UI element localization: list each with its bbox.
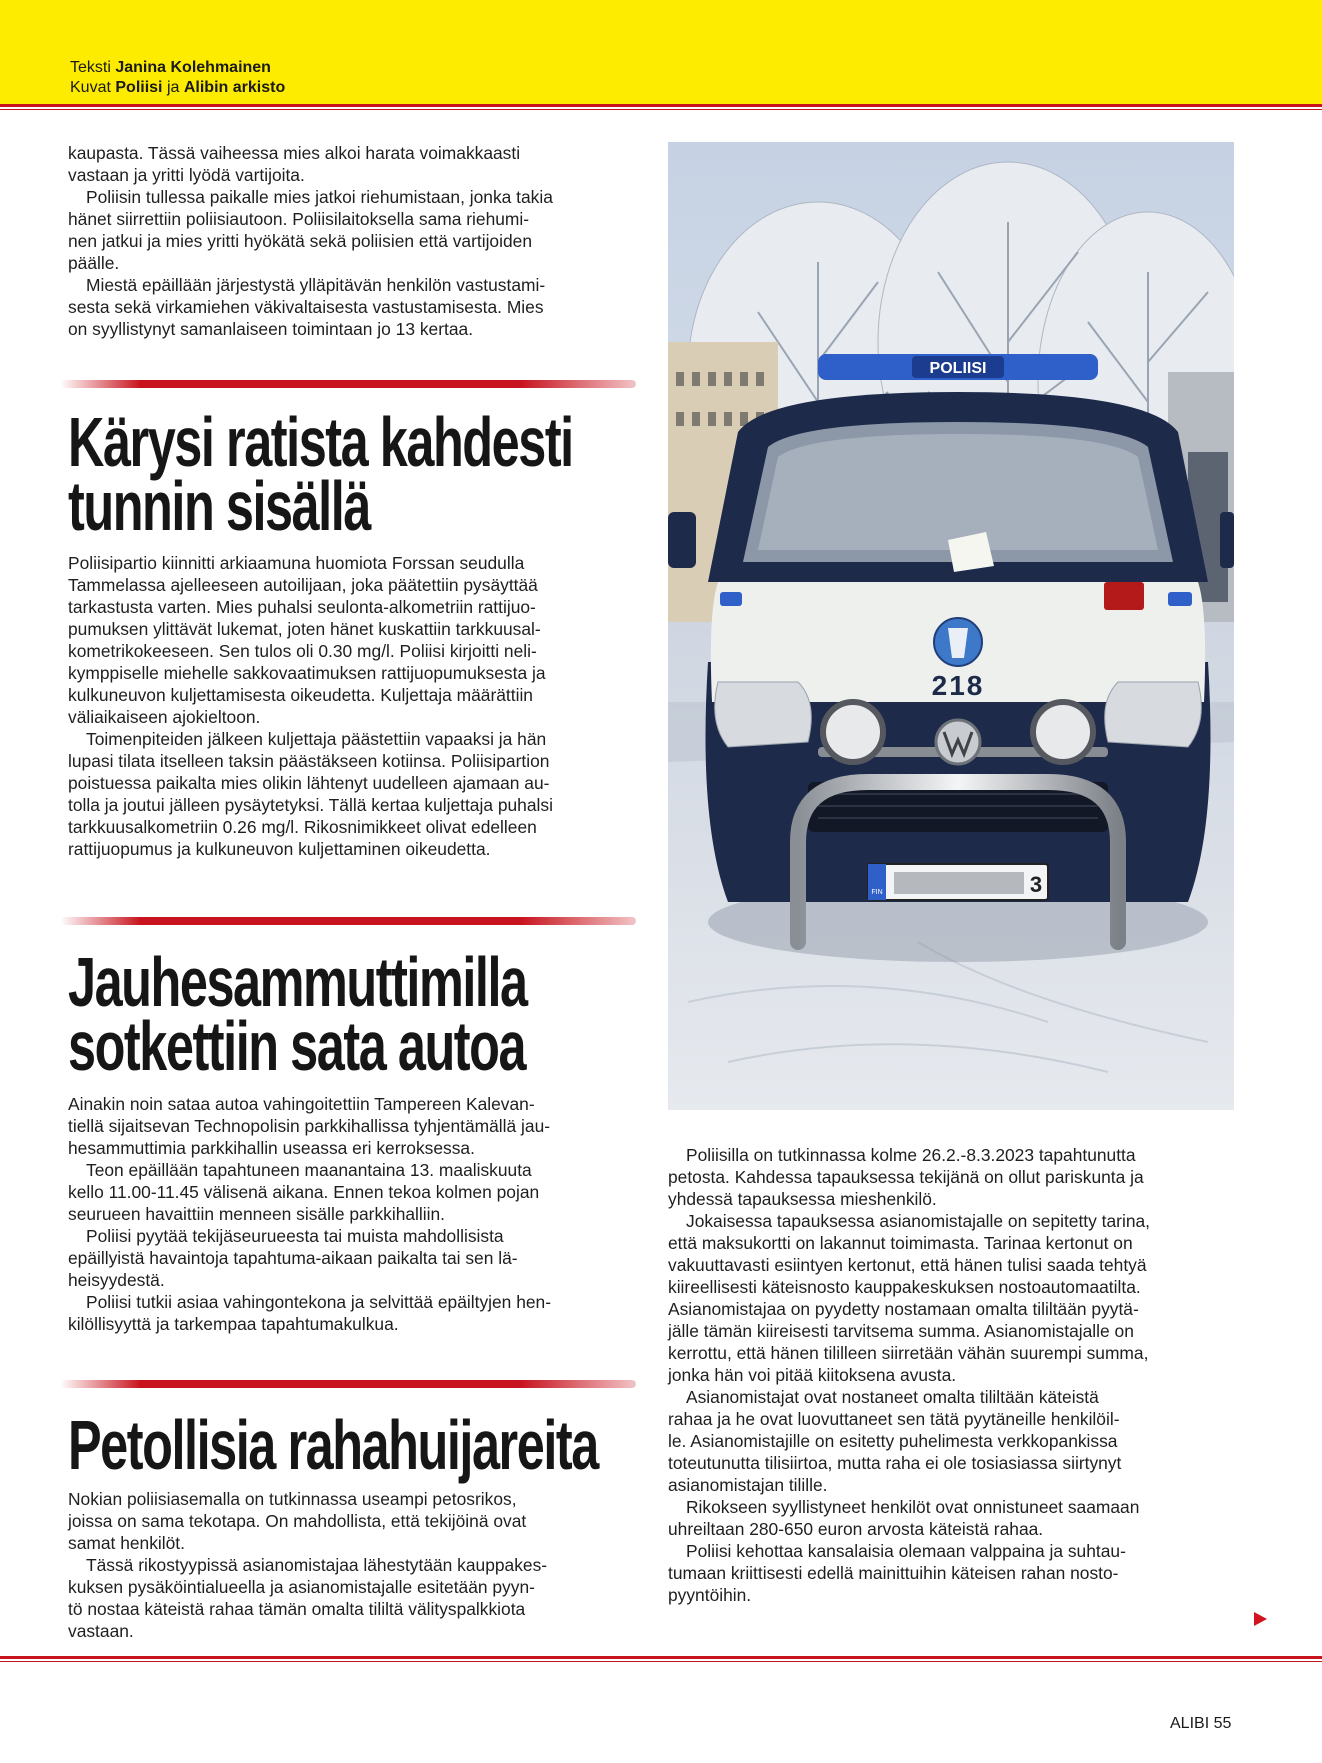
paragraph: Tässä rikostyypissä asianomistajaa lähestytään kauppakes- kuksen pysäköintialueella ja asianomistajalle esitetään pyyn- tö nostaa käteistä rahaa tämän omalta tililtä välityspalkkiota vastaan. [68,1555,548,1641]
photo-credit: Kuvat Poliisi ja Alibin arkisto [70,79,286,96]
section-divider [60,917,636,925]
section-divider [60,1380,636,1388]
page-folio [1170,1714,1231,1734]
paragraph: Ainakin noin sataa autoa vahingoitettiin Tampereen Kalevan- tiellä sijaitsevan Technopolisin parkkihallissa tyhjentämällä jau- hesammuttimia parkkihallin useassa eri kerroksessa. [68,1094,551,1158]
paragraph: Poliisi pyytää tekijäseurueesta tai muista mahdollisista epäillyistä havaintoja tapahtuma-aikaan paikalta tai sen lä- heisyydestä. [68,1226,518,1290]
paragraph: Poliisi tutkii asiaa vahingontekona ja selvittää epäiltyjen hen- kilöllisyyttä ja tarkempaa tapahtumakulkua. [68,1292,551,1334]
light-bar-label: POLIISI [929,360,987,377]
page-number: 55 [1213,1715,1232,1732]
intro-text [68,142,648,340]
magazine-name: ALIBI [1170,1715,1210,1732]
paragraph: Poliisipartio kiinnitti arkiaamuna huomiota Forssan seudulla Tammelassa ajelleeseen autoilijaan, joka päätettiin pysäyttää tarkastusta varten. Mies puhalsi seulonta-alkometriin rattijuo- pumuksen ylittävät lukemat, joten hänet kuskattiin tarkkuusal- kometrikokeeseen. Sen tulos oli 0.30 mg/l. Poliisi kirjoitti neli- kymppiselle miehelle sakkovaatimuksen rattijuopumuksesta ja kulkuneuvon kuljettamisesta oikeudetta. Kuljettaja määrättiin väliaikaiseen ajokieltoon. [68,553,546,727]
section-divider [60,380,636,388]
header-rule [0,104,1322,107]
footer-rule-thin [0,1661,1322,1662]
article1-body [68,552,648,860]
paragraph: Teon epäillään tapahtuneen maanantaina 13. maaliskuuta kello 11.00-11.45 välisenä aikana. Ennen tekoa kolmen pojan seurueen havaittiin menneen sisälle parkkihalliin. [68,1160,540,1224]
police-van-photo [668,142,1234,1110]
paragraph: Poliisilla on tutkinnassa kolme 26.2.-8.3.2023 tapahtunutta petosta. Kahdessa tapauksessa tekijänä on ollut pariskunta ja yhdessä tapauksessa mieshenkilö. [668,1145,1144,1209]
paragraph: kaupasta. Tässä vaiheessa mies alkoi harata voimakkaasti vastaan ja yritti lyödä vartijoita. [68,143,521,185]
article2-body [68,1093,648,1335]
article1-headline: Kärysi ratista kahdesti tunnin sisällä [68,403,573,545]
unit-number: 218 [931,670,985,701]
paragraph: Jokaisessa tapauksessa asianomistajalle on sepitetty tarina, että maksukortti on lakannut toimimasta. Tarinaa kertonut on vakuuttavasti esiintyen kertonut, että hänen tulisi saada tehtyä kiireellisesti käteisnosto kauppakeskuksen nostoautomaatilta. Asianomistajaa on pyydetty nostamaan omalta tililtään pyytä- jälle tämän kiireisesti tarvitsema summa. Asianomistajalle on kerrottu, että hänen tililleen siirretään vähän suurempi summa, jonka hän voi pitää kiitoksena avusta. [668,1211,1151,1385]
paragraph: Poliisi kehottaa kansalaisia olemaan valppaina ja suhtau- tumaan kriittisesti edellä mainittuihin käteisen rahan nosto- pyyntöihin. [668,1541,1126,1605]
article2-headline: Jauhesammuttimilla sotkettiin sata autoa [68,943,527,1085]
article3-headline: Petollisia rahahuijareita [68,1406,598,1484]
plate-country: FIN [871,889,883,896]
plate-digit: 3 [1029,872,1043,897]
paragraph: Asianomistajat ovat nostaneet omalta tililtään käteistä rahaa ja he ovat luovuttaneet sen tätä pyytäneille henkilöil- le. Asianomistajille on esitetty puhelimesta verkkopankissa toteutunutta tilisiirtoa, mutta raha ei ole tosiasiassa siirtynyt asianomistajan tilille. [668,1387,1122,1495]
paragraph: Rikokseen syyllistyneet henkilöt ovat onnistuneet saamaan uhreiltaan 280-650 euron arvosta käteistä rahaa. [668,1497,1140,1539]
article3-continued [668,1144,1248,1606]
text-author: Janina Kolehmainen [115,59,271,76]
footer-rule [0,1656,1322,1659]
text-credit: Teksti Janina Kolehmainen [70,59,271,76]
paragraph: Poliisin tullessa paikalle mies jatkoi riehumistaan, jonka takia hänet siirrettiin poliisiautoon. Poliisilaitoksella sama riehumi- nen jatkui ja mies yritti hyökätä sekä poliisien että vartijoiden päälle. [68,187,553,273]
paragraph: Nokian poliisiasemalla on tutkinnassa useampi petosrikos, joissa on sama tekotapa. On mahdollista, että tekijöinä ovat samat henkilöt. [68,1489,527,1553]
header-rule-thin [0,109,1322,110]
paragraph: Toimenpiteiden jälkeen kuljettaja päästettiin vapaaksi ja hän lupasi tilata itselleen taksin päästäkseen kotiinsa. Poliisipartion poistuessa paikalta mies olikin lähtenyt uudelleen ajamaan au- tolla ja joutui jälleen pysäytetyksi. Tällä kertaa kuljettaja puhalsi tarkkuusalkometriin 0.26 mg/l. Rikosnimikkeet olivat edelleen rattijuopumus ja kulkuneuvon kuljettaminen oikeudetta. [68,729,553,859]
paragraph: Miestä epäillään järjestystä ylläpitävän henkilön vastustami- sesta sekä virkamiehen väkivaltaisesta vastustamisesta. Mies on syyllistynyt samanlaiseen toimintaan jo 13 kertaa. [68,275,546,339]
continue-arrow-icon [1254,1612,1267,1626]
article3-body [68,1488,648,1642]
